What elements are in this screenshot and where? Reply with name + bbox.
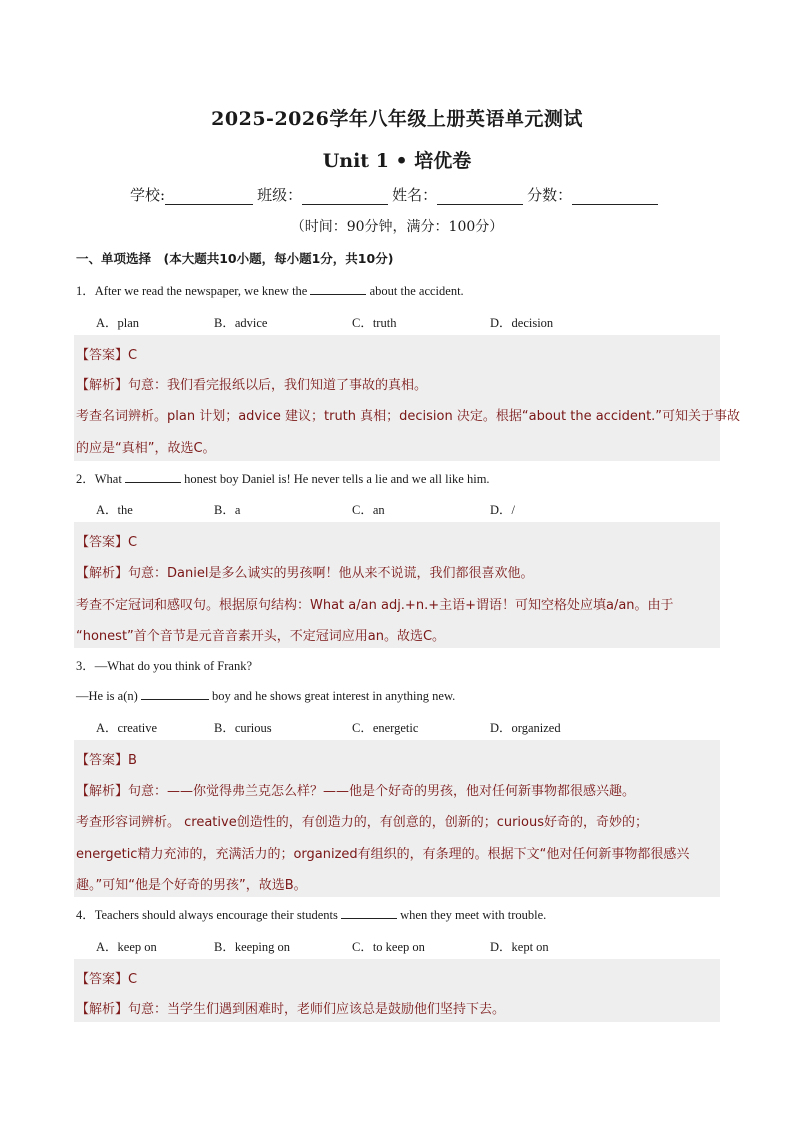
- analysis-line: energetic精力充沛的，充满活力的；organized有组织的，有条理的。根据下文“他对任何新事物都很感兴: [76, 847, 690, 862]
- answer-label: 【答案】C: [76, 348, 138, 363]
- analysis-line: 考查形容词辨析。 creative创造性的，有创造力的，有创意的，创新的；curious好奇的，奇妙的；: [76, 815, 649, 830]
- question-4-answer-block: [74, 959, 720, 1022]
- answer-blank: [141, 687, 209, 700]
- question-2-options: [96, 500, 696, 518]
- analysis-line: 【解析】句意：我们看完报纸以后，我们知道了事故的真相。: [76, 378, 428, 393]
- score-label: 分数：: [527, 186, 573, 204]
- option-d: D．kept on: [490, 940, 549, 954]
- analysis-line: 趣。”可知“他是个好奇的男孩”，故选B。: [76, 878, 307, 893]
- question-4-stem: [76, 905, 546, 923]
- option-d: D．decision: [490, 316, 554, 330]
- question-3-options: [96, 718, 696, 736]
- analysis-line: 【解析】句意：当学生们遇到困难时，老师们应该总是鼓励他们坚持下去。: [76, 1002, 506, 1017]
- exam-title: 2025-2026学年八年级上册英语单元测试: [211, 108, 583, 130]
- option-a: A．keep on: [96, 940, 157, 954]
- school-label: 学校:: [130, 186, 166, 204]
- question-1-options: [96, 313, 696, 331]
- option-b: B．advice: [214, 316, 268, 330]
- option-c: C．an: [352, 503, 385, 517]
- analysis-line: 的应是“真相”，故选C。: [76, 441, 216, 456]
- name-blank: [437, 188, 523, 205]
- question-4-options: [96, 937, 696, 955]
- stem-text-after: about the accident.: [366, 284, 464, 298]
- question-3-stem-line-1: 3．—What do you think of Frank?: [76, 659, 253, 673]
- stem-text-before: 1．After we read the newspaper, we knew the: [76, 284, 311, 298]
- option-b: B．curious: [214, 721, 272, 735]
- answer-blank: [310, 282, 366, 295]
- student-info-line: [130, 184, 690, 205]
- answer-label: 【答案】C: [76, 535, 138, 550]
- stem-text-after: honest boy Daniel is! He never tells a lie and we all like him.: [180, 472, 490, 486]
- option-a: A．creative: [96, 721, 158, 735]
- question-1-stem: [76, 281, 464, 299]
- answer-blank: [341, 906, 397, 919]
- exam-subtitle: Unit 1 • 培优卷: [322, 150, 472, 172]
- option-c: C．truth: [352, 316, 397, 330]
- stem-text-before: 4．Teachers should always encourage their students: [76, 908, 342, 922]
- stem-text-after: when they meet with trouble.: [397, 908, 547, 922]
- option-d: D．/: [490, 503, 516, 517]
- name-label: 姓名：: [392, 186, 438, 204]
- answer-label: 【答案】B: [76, 753, 137, 768]
- question-2-stem: [76, 469, 490, 487]
- option-c: C．energetic: [352, 721, 419, 735]
- question-1-answer-block: [74, 335, 741, 461]
- analysis-line: 考查名词辨析。plan 计划；advice 建议；truth 真相；decision 决定。根据“about the accident.”可知关于事故: [76, 409, 741, 424]
- section-title: 一、单项选择 (本大题共10小题，每小题1分，共10分): [76, 251, 394, 266]
- answer-blank: [125, 470, 181, 483]
- stem-text-before: 2．What: [76, 472, 125, 486]
- option-a: A．plan: [96, 316, 140, 330]
- option-a: A．the: [96, 503, 133, 517]
- question-2-answer-block: [74, 522, 720, 648]
- analysis-line: “honest”首个音节是元音音素开头，不定冠词应用an。故选C。: [76, 629, 446, 644]
- score-blank: [572, 188, 658, 205]
- question-3-stem-line-2: [76, 687, 455, 704]
- option-b: B．keeping on: [214, 940, 291, 954]
- option-c: C．to keep on: [352, 940, 425, 954]
- option-b: B．a: [214, 503, 241, 517]
- stem-text-before: —He is a(n): [76, 689, 141, 703]
- analysis-line: 考查不定冠词和感叹句。根据原句结构：What a/an adj.+n.+主语+谓语！可知空格处应填a/an。由于: [76, 598, 674, 613]
- analysis-line: 【解析】句意：——你觉得弗兰克怎么样？——他是个好奇的男孩，他对任何新事物都很感兴趣。: [76, 784, 636, 799]
- answer-label: 【答案】C: [76, 972, 138, 987]
- time-info: （时间：90分钟，满分：100分）: [290, 219, 504, 235]
- option-d: D．organized: [490, 721, 561, 735]
- class-blank: [302, 188, 388, 205]
- school-blank: [165, 188, 253, 205]
- analysis-line: 【解析】句意：Daniel是多么诚实的男孩啊！他从来不说谎，我们都很喜欢他。: [76, 566, 534, 581]
- stem-text-after: boy and he shows great interest in anything new.: [208, 689, 456, 703]
- question-3-answer-block: [74, 740, 720, 897]
- class-label: 班级：: [257, 186, 303, 204]
